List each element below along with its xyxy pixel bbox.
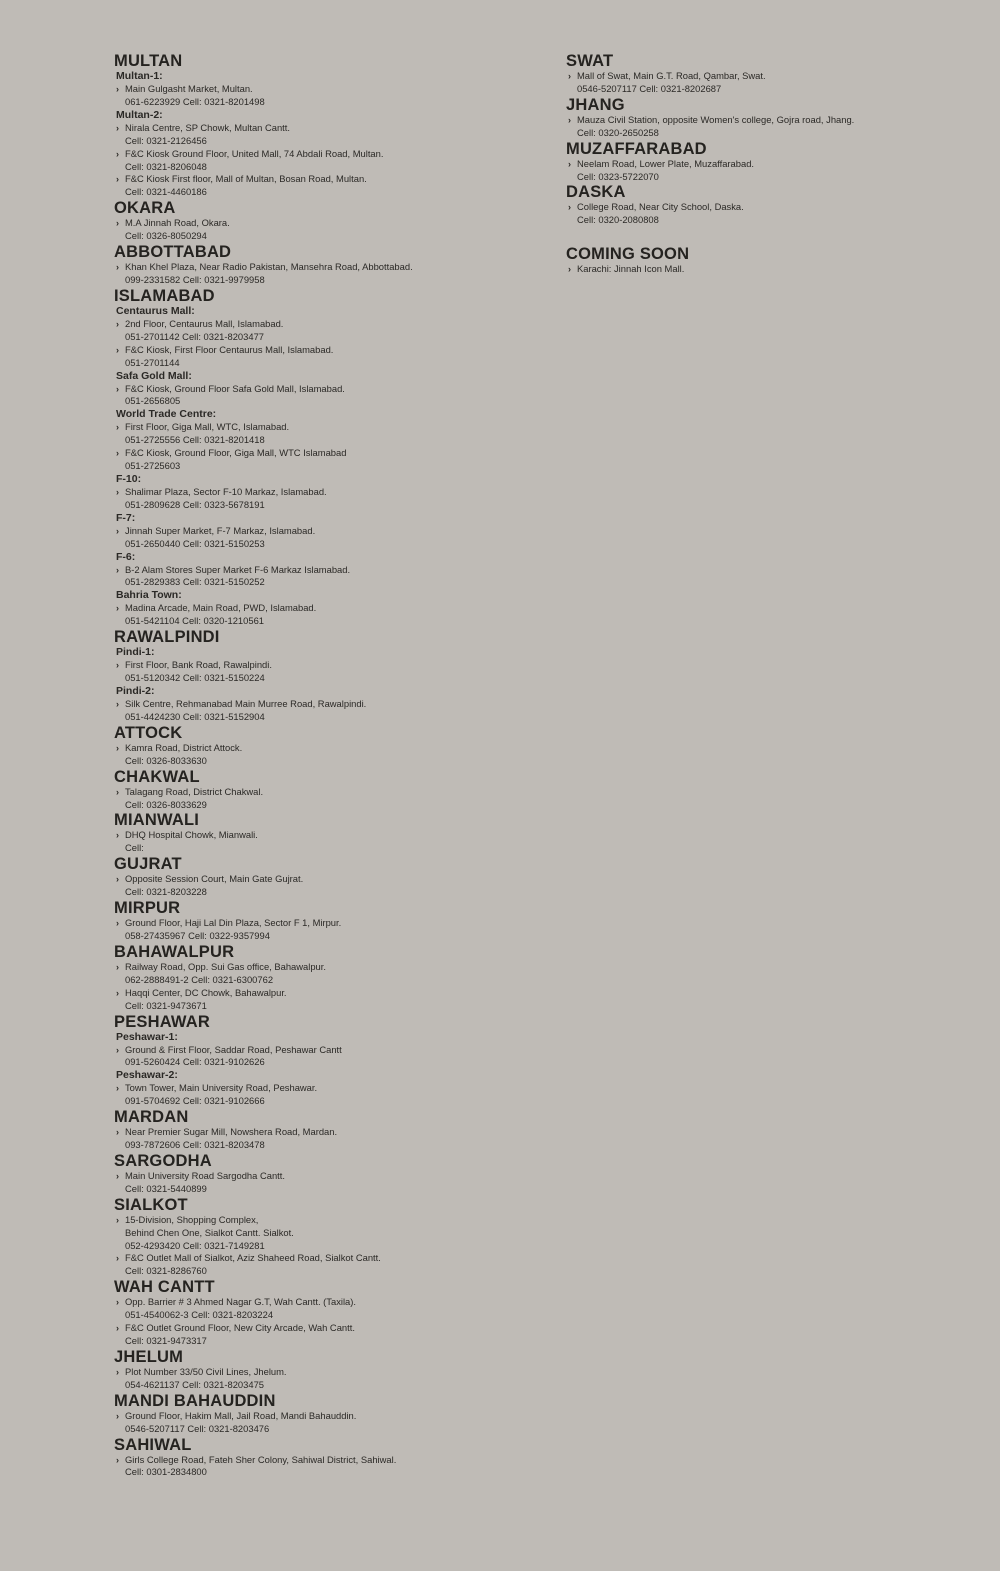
chevron-right-icon: › [116,1214,119,1225]
store-address: Neelam Road, Lower Plate, Muzaffarabad. [577,157,755,169]
store-contact: Cell: 0301-2834800 [125,1466,207,1478]
city-heading: MIANWALI [114,811,200,830]
store-contact: Cell: 0326-8033630 [125,754,207,766]
city-heading: ATTOCK [114,723,183,742]
store-address: F&C Outlet Mall of Sialkot, Aziz Shaheed Road, Sialkot Cantt. [125,1252,381,1264]
city-heading: COMING SOON [566,245,690,264]
store-contact: Cell: 0326-8033629 [125,798,207,810]
store-address: College Road, Near City School, Daska. [577,201,744,213]
city-section-chakwal [114,768,544,812]
chevron-right-icon: › [116,660,119,671]
chevron-right-icon: › [116,1253,119,1264]
city-heading: SWAT [566,52,614,70]
city-section-gujrat [114,855,544,899]
store-address: Talagang Road, District Chakwal. [125,785,264,797]
city-heading: RAWALPINDI [114,628,220,647]
store-entry [114,659,544,685]
store-contact: 051-2725603 [125,460,181,472]
store-address: F&C Kiosk Ground Floor, United Mall, 74 Abdali Road, Multan. [125,147,384,159]
store-entry [114,525,544,551]
city-heading: ISLAMABAD [114,286,215,305]
store-address: Khan Khel Plaza, Near Radio Pakistan, Mansehra Road, Abbottabad. [125,261,413,273]
store-contact: 0546-5207117 Cell: 0321-8203476 [125,1422,270,1434]
city-section-jhang [566,96,986,140]
chevron-right-icon: › [116,1410,119,1421]
city-section-mirpur [114,899,544,943]
store-address: Plot Number 33/50 Civil Lines, Jhelum. [125,1365,287,1377]
chevron-right-icon: › [568,71,571,81]
chevron-right-icon: › [116,874,119,885]
chevron-right-icon: › [116,830,119,841]
store-address: Haqqi Center, DC Chowk, Bahawalpur. [125,986,287,998]
store-contact: 061-6223929 Cell: 0321-8201498 [125,95,265,107]
city-heading: MULTAN [114,52,183,70]
chevron-right-icon: › [568,202,571,213]
city-section-coming-soon [566,245,986,276]
store-entry [114,1296,544,1322]
city-section-wah-cantt [114,1278,544,1348]
store-entry [114,873,544,899]
chevron-right-icon: › [116,148,119,159]
chevron-right-icon: › [116,1127,119,1138]
city-section-abbottabad [114,243,544,287]
store-contact: 051-4540062-3 Cell: 0321-8203224 [125,1309,274,1321]
store-entry [114,1082,544,1108]
branch-label: Bahria Town: [116,589,182,602]
store-contact: Cell: 0321-4460186 [125,186,207,198]
city-heading: SARGODHA [114,1151,212,1170]
store-entry [114,602,544,628]
store-contact: 054-4621137 Cell: 0321-8203475 [125,1378,265,1390]
store-contact: Cell: 0323-5722070 [577,170,659,182]
store-address: Main University Road Sargodha Cantt. [125,1169,285,1181]
store-entry [114,987,544,1013]
store-contact: Behind Chen One, Sialkot Cantt. Sialkot. [125,1226,294,1238]
chevron-right-icon: › [568,158,571,169]
city-section-mianwali [114,811,544,855]
chevron-right-icon: › [116,422,119,433]
store-address: Town Tower, Main University Road, Peshawar. [125,1082,318,1094]
store-entry [114,786,544,812]
chevron-right-icon: › [568,264,571,275]
city-section-mandi-bahauddin [114,1392,544,1436]
store-entry [114,829,544,855]
city-heading: GUJRAT [114,855,182,874]
chevron-right-icon: › [116,1454,119,1465]
store-address: F&C Outlet Ground Floor, New City Arcade, Wah Cantt. [125,1322,355,1334]
branch-label: F-10: [116,472,142,485]
chevron-right-icon: › [116,1297,119,1308]
store-contact: Cell: 0321-9473317 [125,1335,207,1346]
store-contact: Cell: 0320-2080808 [577,214,659,226]
chevron-right-icon: › [116,84,119,94]
chevron-right-icon: › [116,699,119,709]
branch-label: F-6: [116,550,136,563]
store-entry [566,70,986,96]
store-entry [566,263,986,276]
city-section-rawalpindi [114,628,544,724]
store-entry [114,742,544,768]
store-entry [114,564,544,590]
store-contact: 051-2701142 Cell: 0321-8203477 [125,330,265,342]
store-address: F&C Kiosk First floor, Mall of Multan, Bosan Road, Multan. [125,173,367,185]
branch-label: Peshawar-2: [116,1069,178,1082]
branch-label: Pindi-1: [116,646,155,659]
branch-label: Safa Gold Mall: [116,369,192,382]
chevron-right-icon: › [116,961,119,972]
store-address: B-2 Alam Stores Super Market F-6 Markaz Islamabad. [125,563,351,575]
chevron-right-icon: › [116,742,119,753]
city-section-okara [114,199,544,243]
store-entry [114,148,544,174]
store-contact: 058-27435967 Cell: 0322-9357994 [125,929,270,941]
store-address: Mall of Swat, Main G.T. Road, Qambar, Swat. [577,70,766,81]
store-contact: 091-5260424 Cell: 0321-9102626 [125,1056,265,1068]
city-section-sahiwal [114,1436,544,1480]
branch-label: Multan-1: [116,70,163,82]
city-section-multan [114,52,544,199]
chevron-right-icon: › [116,318,119,329]
store-address: Madina Arcade, Main Road, PWD, Islamabad. [125,602,317,614]
chevron-right-icon: › [116,448,119,459]
store-address: Opposite Session Court, Main Gate Gujrat. [125,873,304,885]
city-heading: JHELUM [114,1347,184,1366]
city-section-bahawalpur [114,943,544,1013]
store-entry [114,698,544,724]
city-heading: OKARA [114,199,176,218]
city-heading: PESHAWAR [114,1012,211,1031]
branch-label: World Trade Centre: [116,408,217,421]
chevron-right-icon: › [116,174,119,185]
store-entry [114,447,544,473]
branch-label: Centaurus Mall: [116,304,195,317]
store-address: Shalimar Plaza, Sector F-10 Markaz, Islamabad. [125,485,327,497]
chevron-right-icon: › [116,218,119,229]
branch-label: Multan-2: [116,108,163,121]
left-column [114,52,544,1479]
store-entry [114,1454,544,1480]
store-entry [114,1322,544,1348]
store-entry [114,1366,544,1392]
store-entry [114,261,544,287]
store-address: Karachi: Jinnah Icon Mall. [577,263,685,275]
city-heading: MARDAN [114,1108,189,1127]
city-heading: BAHAWALPUR [114,942,235,961]
store-address: F&C Kiosk, Ground Floor Safa Gold Mall, Islamabad. [125,382,345,394]
store-contact: Cell: 0321-8206048 [125,160,207,172]
store-contact: 051-2701144 [125,356,180,368]
store-contact: 051-2650440 Cell: 0321-5150253 [125,537,265,549]
city-heading: WAH CANTT [114,1278,215,1297]
store-contact: Cell: 0321-5440899 [125,1182,207,1194]
chevron-right-icon: › [116,564,119,575]
store-address: Ground & First Floor, Saddar Road, Peshawar Cantt [125,1043,342,1055]
store-address: DHQ Hospital Chowk, Mianwali. [125,829,258,841]
store-contact: 051-5421104 Cell: 0320-1210561 [125,615,265,627]
store-contact: Cell: 0321-9473671 [125,999,207,1011]
store-entry [114,318,544,344]
chevron-right-icon: › [116,525,119,536]
store-contact: 052-4293420 Cell: 0321-7149281 [125,1239,265,1251]
store-contact: 051-5120342 Cell: 0321-5150224 [125,672,265,684]
store-contact: 051-2725556 Cell: 0321-8201418 [125,434,265,446]
store-address: Silk Centre, Rehmanabad Main Murree Road, Rawalpindi. [125,698,367,709]
city-section-sargodha [114,1152,544,1196]
city-heading: ABBOTTABAD [114,243,232,262]
city-heading: SIALKOT [114,1195,188,1214]
store-address: 15-Division, Shopping Complex, [125,1213,259,1225]
store-entry [114,1214,544,1253]
chevron-right-icon: › [116,1323,119,1334]
store-contact: 051-4424230 Cell: 0321-5152904 [125,710,265,722]
city-section-daska [566,183,986,227]
store-contact: 093-7872606 Cell: 0321-8203478 [125,1139,265,1151]
store-entry [566,158,986,184]
store-contact: 051-2656805 [125,395,181,407]
chevron-right-icon: › [116,1083,119,1094]
store-address: Ground Floor, Haji Lal Din Plaza, Sector F 1, Mirpur. [125,917,342,929]
city-heading: MANDI BAHAUDDIN [114,1391,276,1410]
city-section-muzaffarabad [566,140,986,184]
store-address: Near Premier Sugar Mill, Nowshera Road, Mardan. [125,1126,338,1138]
store-contact: 091-5704692 Cell: 0321-9102666 [125,1095,265,1107]
store-entry [114,917,544,943]
city-heading: DASKA [566,183,626,202]
branch-label: Peshawar-1: [116,1030,178,1043]
store-address: Kamra Road, District Attock. [125,741,243,753]
city-section-swat [566,52,986,96]
city-heading: JHANG [566,95,625,114]
store-contact: Cell: 0321-8286760 [125,1265,207,1277]
right-column [566,52,986,276]
store-address: First Floor, Giga Mall, WTC, Islamabad. [125,421,290,433]
store-entry [114,83,544,109]
city-section-mardan [114,1108,544,1152]
chevron-right-icon: › [116,1170,119,1181]
store-entry [114,173,544,199]
chevron-right-icon: › [116,603,119,614]
store-contact: 099-2331582 Cell: 0321-9979958 [125,273,265,285]
chevron-right-icon: › [116,918,119,929]
store-entry [114,421,544,447]
store-address: Opp. Barrier # 3 Ahmed Nagar G.T, Wah Cantt. (Taxila). [125,1296,356,1308]
store-entry [114,1044,544,1070]
store-entry [566,201,986,227]
section-spacer [566,227,986,245]
store-entry [114,486,544,512]
chevron-right-icon: › [116,1366,119,1377]
city-section-peshawar [114,1013,544,1109]
branch-label: Pindi-2: [116,685,155,697]
store-contact: 062-2888491-2 Cell: 0321-6300762 [125,973,274,985]
store-address: Mauza Civil Station, opposite Women's college, Gojra road, Jhang. [577,113,855,125]
store-entry [114,961,544,987]
store-entry [114,122,544,148]
store-entry [114,1410,544,1436]
store-entry [114,1126,544,1152]
store-address: Jinnah Super Market, F-7 Markaz, Islamabad. [125,524,316,536]
city-section-jhelum [114,1348,544,1392]
chevron-right-icon: › [116,786,119,797]
city-section-sialkot [114,1196,544,1279]
city-heading: CHAKWAL [114,767,200,786]
city-heading: SAHIWAL [114,1435,192,1454]
branch-label: F-7: [116,511,136,524]
store-address: Girls College Road, Fateh Sher Colony, Sahiwal District, Sahiwal. [125,1453,397,1465]
store-contact: Cell: [125,842,144,854]
store-contact: 0546-5207117 Cell: 0321-8202687 [577,82,722,94]
store-entry [114,1170,544,1196]
chevron-right-icon: › [568,114,571,125]
store-address: Main Gulgasht Market, Multan. [125,83,253,94]
store-entry [114,383,544,409]
store-contact: 051-2829383 Cell: 0321-5150252 [125,576,265,588]
store-entry [114,344,544,370]
store-address: M.A Jinnah Road, Okara. [125,217,230,229]
chevron-right-icon: › [116,1044,119,1055]
city-section-attock [114,724,544,768]
chevron-right-icon: › [116,987,119,998]
store-address: Nirala Centre, SP Chowk, Multan Cantt. [125,121,291,133]
store-contact: Cell: 0321-8203228 [125,886,207,898]
store-address: F&C Kiosk, Ground Floor, Giga Mall, WTC Islamabad [125,447,347,459]
store-address: Ground Floor, Hakim Mall, Jail Road, Mandi Bahauddin. [125,1409,357,1421]
store-entry [566,114,986,140]
store-contact: Cell: 0326-8050294 [125,230,207,242]
store-entry [114,1252,544,1278]
store-address: First Floor, Bank Road, Rawalpindi. [125,659,272,671]
chevron-right-icon: › [116,262,119,273]
store-address: F&C Kiosk, First Floor Centaurus Mall, Islamabad. [125,343,334,355]
city-heading: MIRPUR [114,899,181,918]
store-address: 2nd Floor, Centaurus Mall, Islamabad. [125,317,284,329]
store-entry [114,217,544,243]
store-contact: 051-2809628 Cell: 0323-5678191 [125,498,265,510]
chevron-right-icon: › [116,344,119,355]
store-contact: Cell: 0320-2650258 [577,126,659,138]
chevron-right-icon: › [116,122,119,133]
chevron-right-icon: › [116,486,119,497]
chevron-right-icon: › [116,383,119,394]
store-address: Railway Road, Opp. Sui Gas office, Bahawalpur. [125,960,326,972]
city-heading: MUZAFFARABAD [566,139,707,158]
city-section-islamabad [114,287,544,628]
store-contact: Cell: 0321-2126456 [125,134,207,146]
